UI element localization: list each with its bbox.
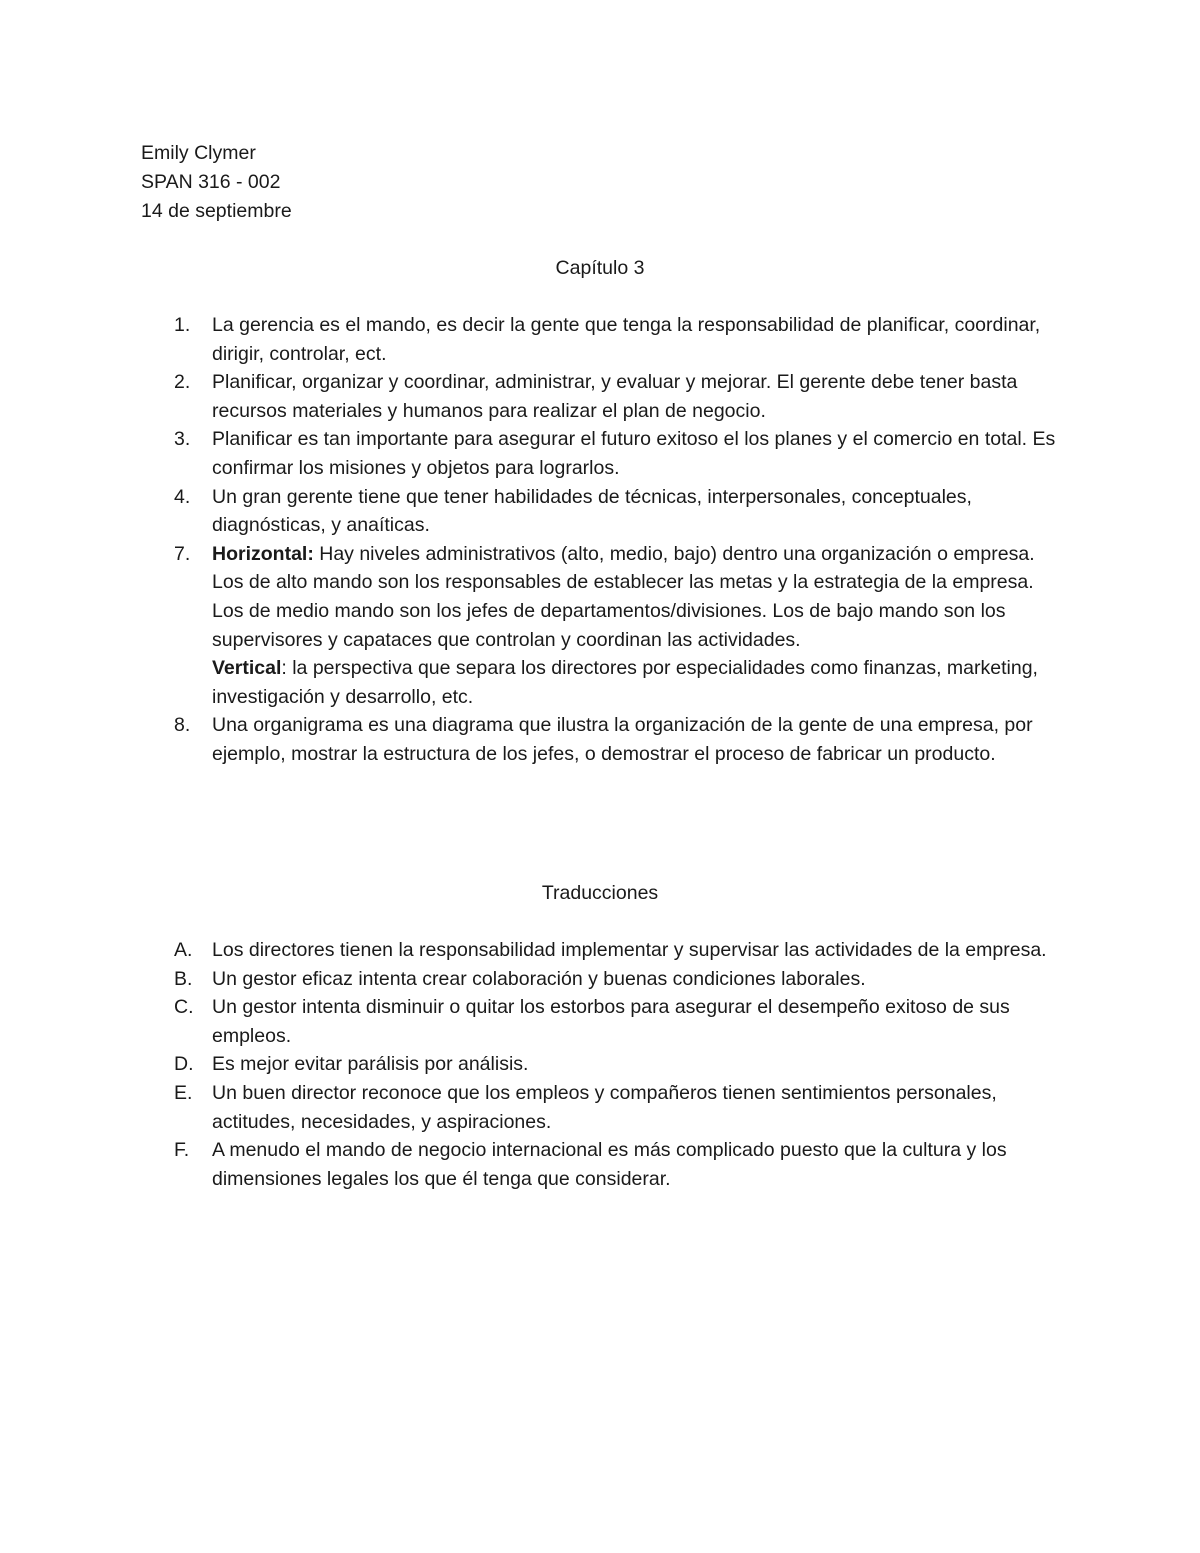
- list-item: [141, 936, 1066, 965]
- vertical-label: Vertical: [212, 657, 282, 680]
- list-item-number: 4.: [174, 485, 191, 508]
- list-item: [141, 425, 1066, 482]
- list-item: [141, 368, 1066, 425]
- vertical-text: : la perspectiva que separa los directores por especialidades como finanzas, marketing, investigación y desarrollo, etc.: [212, 657, 1038, 708]
- list-item: [141, 993, 1066, 1050]
- translations-heading: Traducciones: [541, 882, 659, 904]
- translation-list: [141, 936, 1066, 1193]
- list-item-text: Un gestor intenta disminuir o quitar los estorbos para asegurar el desempeño exitoso de sus empleos.: [212, 996, 1010, 1047]
- list-item-number: 2.: [174, 371, 191, 394]
- list-item: [141, 1050, 1066, 1079]
- list-item-text: Es mejor evitar parálisis por análisis.: [212, 1053, 529, 1076]
- chapter-answer-list: [141, 311, 1066, 769]
- list-item-text: Planificar es tan importante para asegurar el futuro exitoso el los planes y el comercio en total. Es confirmar los misiones y objetos para lograrlos.: [212, 428, 1056, 479]
- list-item-text: Una organigrama es una diagrama que ilustra la organización de la gente de una empresa, por ejemplo, mostrar la estructura de los jefes, o demostrar el proceso de fabricar un producto.: [212, 714, 1033, 765]
- list-item: [141, 311, 1066, 368]
- list-item-letter: E.: [174, 1081, 193, 1104]
- list-item-text: [212, 540, 1066, 712]
- horizontal-paragraph: [212, 540, 1066, 654]
- list-item-text: Un gran gerente tiene que tener habilidades de técnicas, interpersonales, conceptuales, diagnósticas, y anaíticas.: [212, 485, 972, 537]
- list-item-letter: D.: [174, 1053, 194, 1076]
- list-item: [141, 711, 1066, 768]
- chapter-heading: Capítulo 3: [555, 257, 645, 279]
- vertical-paragraph: [212, 654, 1066, 711]
- list-item: [141, 1136, 1066, 1193]
- list-item-letter: A.: [174, 939, 193, 961]
- horizontal-label: Horizontal:: [212, 542, 314, 565]
- list-item-number: 8.: [174, 714, 191, 737]
- list-item-text: A menudo el mando de negocio internacional es más complicado puesto que la cultura y los dimensiones legales los que él tenga que considerar.: [212, 1139, 1007, 1190]
- list-item: [141, 483, 1066, 540]
- list-item-text: La gerencia es el mando, es decir la gente que tenga la responsabilidad de planificar, coordinar, dirigir, controlar, ect.: [212, 314, 1041, 365]
- list-item: [141, 965, 1066, 994]
- list-item-letter: C.: [174, 996, 194, 1019]
- list-item: [141, 540, 1066, 712]
- list-item-letter: B.: [174, 967, 193, 990]
- document-header: [141, 139, 741, 226]
- course-code: SPAN 316 - 002: [141, 170, 281, 193]
- list-item-text: Planificar, organizar y coordinar, administrar, y evaluar y mejorar. El gerente debe tener basta recursos materiales y humanos para realizar el plan de negocio.: [212, 371, 1018, 422]
- list-item-text: Los directores tienen la responsabilidad implementar y supervisar las actividades de la empresa.: [212, 939, 1047, 961]
- list-item: [141, 1079, 1066, 1136]
- list-item-number: 7.: [174, 542, 191, 565]
- list-item-number: 1.: [174, 314, 191, 336]
- horizontal-text: Hay niveles administrativos (alto, medio, bajo) dentro una organización o empresa. Los de alto mando son los responsables de establecer las metas y la estrategia de la empresa. Los de medio mando son los jefes de departamentos/divisiones. Los de bajo mando son los supervisores y capataces que controlan y coordinan las actividades.: [212, 542, 1035, 651]
- list-item-text: Un gestor eficaz intenta crear colaboración y buenas condiciones laborales.: [212, 967, 866, 990]
- list-item-letter: F.: [174, 1139, 190, 1162]
- list-item-number: 3.: [174, 428, 191, 451]
- document-date: 14 de septiembre: [141, 199, 292, 222]
- list-item-text: Un buen director reconoce que los empleos y compañeros tienen sentimientos personales, actitudes, necesidades, y aspiraciones.: [212, 1081, 997, 1133]
- author-name: Emily Clymer: [141, 142, 256, 164]
